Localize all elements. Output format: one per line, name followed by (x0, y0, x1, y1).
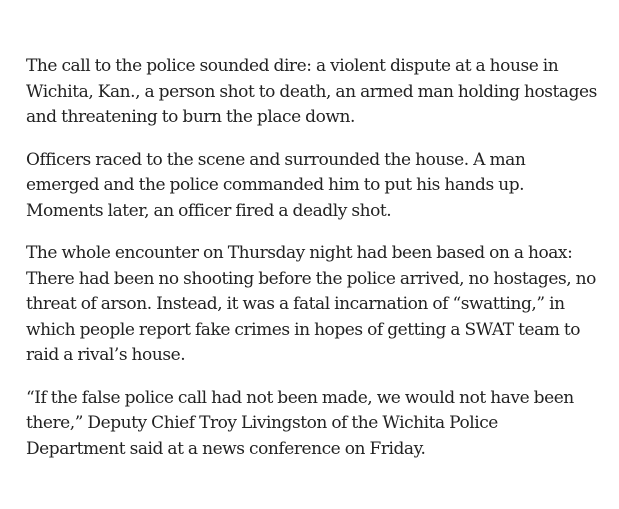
paragraph-3: The whole encounter on Thursday night had been based on a hoax: There had been no shooting before the police arrived, no hostages, no threat of arson. Instead, it was a fatal incarnation of “swatting,” in which people report fake crimes in hopes of getting a SWAT team to raid a rival’s house. (26, 243, 596, 365)
paragraph-1: The call to the police sounded dire: a violent dispute at a house in Wichita, Kan., a person shot to death, an armed man holding hostages and threatening to burn the place down. (26, 56, 597, 127)
paragraph-4: “If the false police call had not been made, we would not have been there,” Deputy Chief Troy Livingston of the Wichita Police Department said at a news conference on Friday. (26, 387, 574, 459)
paragraph-2: Officers raced to the scene and surrounded the house. A man emerged and the police commanded him to put his hands up. Moments later, an officer fired a deadly shot. (26, 149, 526, 221)
article-body (26, 54, 601, 479)
